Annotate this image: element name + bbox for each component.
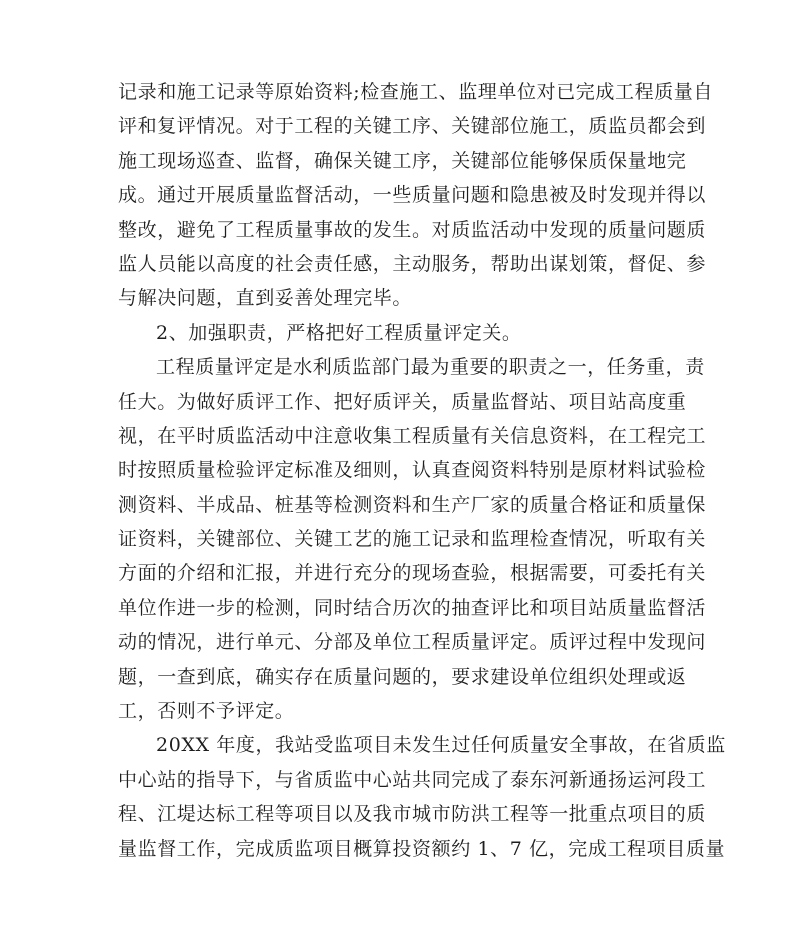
text-line: 20XX 年度，我站受监项目未发生过任何质量安全事故，在省质监: [156, 734, 726, 757]
text-line: 施工现场巡查、监督，确保关键工序，关键部位能够保质保量地完: [118, 149, 687, 172]
text-line: 整改，避免了工程质量事故的发生。对质监活动中发现的质量问题质: [118, 218, 707, 241]
text-line: 题，一查到底，确实存在质量问题的，要求建设单位组织处理或返: [118, 665, 687, 688]
body-text: [118, 75, 726, 866]
text-line: 记录和施工记录等原始资料;检查施工、监理单位对已完成工程质量自: [118, 81, 714, 103]
text-line: 与解决问题，直到妥善处理完毕。: [118, 287, 413, 310]
text-line: 证资料，关键部位、关键工艺的施工记录和监理检查情况，听取有关: [118, 528, 707, 551]
text-line: 2、加强职责，严格把好工程质量评定关。: [156, 321, 522, 344]
text-line: 监人员能以高度的社会责任感，主动服务，帮助出谋划策，督促、参: [118, 252, 707, 275]
text-line: 视，在平时质监活动中注意收集工程质量有关信息资料，在工程完工: [118, 424, 707, 447]
text-line: 时按照质量检验评定标准及细则，认真查阅资料特别是原材料试验检: [118, 459, 707, 482]
text-line: 中心站的指导下，与省质监中心站共同完成了泰东河新通扬运河段工: [118, 768, 707, 791]
text-line: 单位作进一步的检测，同时结合历次的抽查评比和项目站质量监督活: [118, 596, 707, 619]
text-line: 评和复评情况。对于工程的关键工序、关键部位施工，质监员都会到: [118, 115, 707, 138]
text-line: 程、江堤达标工程等项目以及我市城市防洪工程等一批重点项目的质: [118, 803, 707, 826]
text-line: 工，否则不予评定。: [118, 700, 295, 723]
text-line: 任大。为做好质评工作、把好质评关，质量监督站、项目站高度重: [118, 390, 687, 413]
text-line: 测资料、半成品、桩基等检测资料和生产厂家的质量合格证和质量保: [118, 493, 707, 516]
text-line: 动的情况，进行单元、分部及单位工程质量评定。质评过程中发现问: [118, 631, 707, 654]
text-line: 量监督工作，完成质监项目概算投资额约 1、7 亿，完成工程项目质量: [118, 837, 726, 860]
text-line: 方面的介绍和汇报，并进行充分的现场查验，根据需要，可委托有关: [118, 562, 707, 585]
text-line: 工程质量评定是水利质监部门最为重要的职责之一，任务重，责: [156, 356, 705, 379]
text-line: 成。通过开展质量监督活动，一些质量问题和隐患被及时发现并得以: [118, 184, 707, 207]
